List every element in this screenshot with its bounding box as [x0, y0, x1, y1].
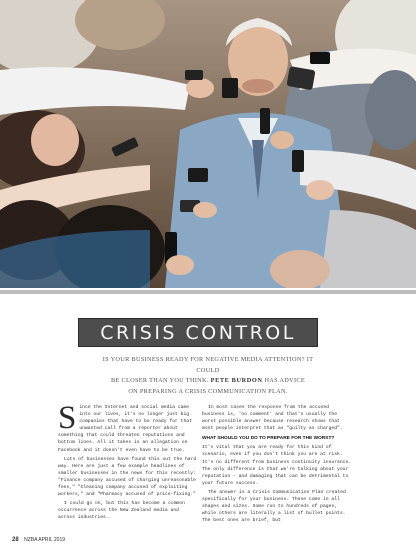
standfirst [92, 355, 324, 397]
article-paragraph: It's vital that you are ready for this kind of scenario, even if you don't think you are at risk. It's no different from business continuity insurance. The only difference is that we're talking about your reputation – and damaging that can be detrimental to your future success. [202, 445, 352, 486]
article-paragraph: The answer is a Crisis Communication Plan created specifically for your business. These come in all shapes and sizes. Some run to hundreds of pages, while others are literally a list of bullet points. The best ones are brief, but [202, 489, 346, 524]
standfirst-line-2-start: BE CLOSER THAN YOU THINK. [110, 377, 209, 384]
section-divider [0, 290, 416, 294]
standfirst-line-1: IS YOUR BUSINESS READY FOR NEGATIVE MEDIA ATTENTION? IT COULD [102, 356, 314, 374]
article-paragraph: In most cases the response from the accused business is, 'no comment' and that's usually the worst possible answer because research shows that most people interpret that as "guilty as charged". [202, 405, 343, 432]
paragraph-text: ince the Internet and social media came into our lives, it's no longer just big companies that have to be ready for that unwanted call from a reporter about something that could threaten reputations and bottom lines. All it takes is an allegation on Facebook and it doesn't even have to be true. [58, 405, 192, 453]
headline: CRISIS CONTROL [100, 321, 296, 344]
article-paragraph: Lots of businesses have found this out the hard way. Here are just a few example headlines of smaller businesses in the news for this recently: "Finance company accused of charging unreasonable fees," "Cleaning company accused of exploiting workers," and "Pharmacy accused of price-fixing." [58, 456, 197, 498]
page-number: 28 [12, 537, 19, 543]
standfirst-line-2-end: HAS ADVICE [264, 377, 306, 384]
standfirst-line-3: ON PREPARING A CRISIS COMMUNICATION PLAN. [128, 387, 288, 395]
article-column-right [202, 404, 352, 526]
page-footer [12, 537, 65, 543]
headline-banner [78, 318, 318, 347]
drop-cap: S [58, 400, 77, 436]
author-byline: PETE BURDON [210, 377, 263, 384]
article-paragraph: I could go on, but this has become a common occurrence across the New Zealand media and across industries. [58, 501, 185, 521]
article-paragraph [58, 400, 198, 454]
standfirst-line-2 [92, 376, 324, 387]
article-column-left [58, 400, 198, 524]
article-subheading: WHAT SHOULD YOU DO TO PREPARE FOR THE WORST? [202, 436, 335, 442]
issue-label: NZBA APRIL 2019 [24, 537, 66, 543]
